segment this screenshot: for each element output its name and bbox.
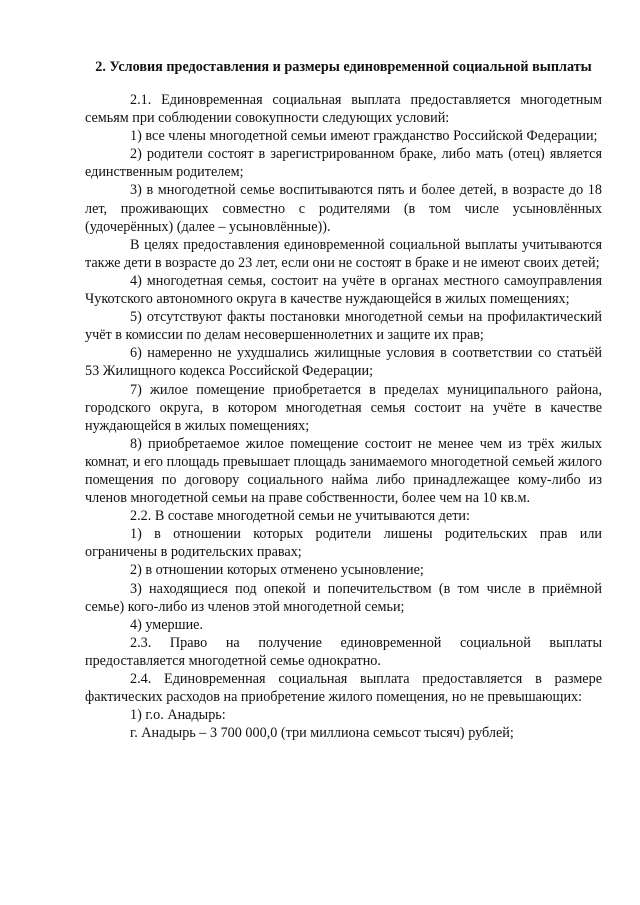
document-body [85,91,602,742]
paragraph: 2.2. В составе многодетной семьи не учитываются дети: [130,508,470,525]
paragraph: 4) многодетная семья, состоит на учёте в органах местного самоуправления Чукотского автономного округа в качестве нуждающейся в жилых помещениях; [85,272,602,308]
paragraph: 6) намеренно не ухудшались жилищные условия в соответствии со статьёй 53 Жилищного кодекса Российской Федерации; [85,345,602,380]
paragraph: 2.1. Единовременная социальная выплата предоставляется многодетным семьям при соблюдении совокупности следующих условий: [85,92,602,127]
paragraph: 8) приобретаемое жилое помещение состоит не менее чем из трёх жилых комнат, и его площадь превышает площадь занимаемого многодетной семьей жилого помещения по договору социального найма либо принадлежащее кому-либо из членов многодетной семьи на праве собственности, более чем на 10 кв.м. [85,435,602,507]
paragraph: 2) в отношении которых отменено усыновление; [130,562,424,579]
paragraph: 1) г.о. Анадырь: [130,707,226,724]
paragraph: г. Анадырь – 3 700 000,0 (три миллиона семьсот тысяч) рублей; [130,725,514,742]
paragraph: 4) умершие. [130,616,204,633]
paragraph: 2.4. Единовременная социальная выплата предоставляется в размере фактических расходов на приобретение жилого помещения, но не превышающих: [85,671,602,706]
section-title: 2. Условия предоставления и размеры единовременной социальной выплаты [95,59,592,75]
paragraph: 3) в многодетной семье воспитываются пять и более детей, в возрасте до 18 лет, проживающих совместно с родителями (в том числе усыновлённых (удочерённых) (далее – усыновлённые)). [85,182,602,235]
paragraph: 1) все члены многодетной семьи имеют гражданство Российской Федерации; [130,128,598,145]
paragraph: 5) отсутствуют факты постановки многодетной семьи на профилактический учёт в комиссии по делам несовершеннолетних и защите их прав; [85,309,602,344]
paragraph: 7) жилое помещение приобретается в пределах муниципального района, городского округа, в котором многодетная семья состоит на учёте в качестве нуждающейся в жилых помещениях; [85,381,602,434]
paragraph: В целях предоставления единовременной социальной выплаты учитываются также дети в возрасте до 23 лет, если они не состоят в браке и не имеют своих детей; [85,236,602,271]
paragraph: 1) в отношении которых родители лишены родительских прав или ограничены в родительских правах; [85,526,602,561]
paragraph: 3) находящиеся под опекой и попечительством (в том числе в приёмной семье) кого-либо из членов этой многодетной семьи; [85,580,602,615]
paragraph: 2.3. Право на получение единовременной социальной выплаты предоставляется многодетной семье однократно. [85,634,602,669]
paragraph: 2) родители состоят в зарегистрированном браке, либо мать (отец) является единственным родителем; [85,146,602,181]
